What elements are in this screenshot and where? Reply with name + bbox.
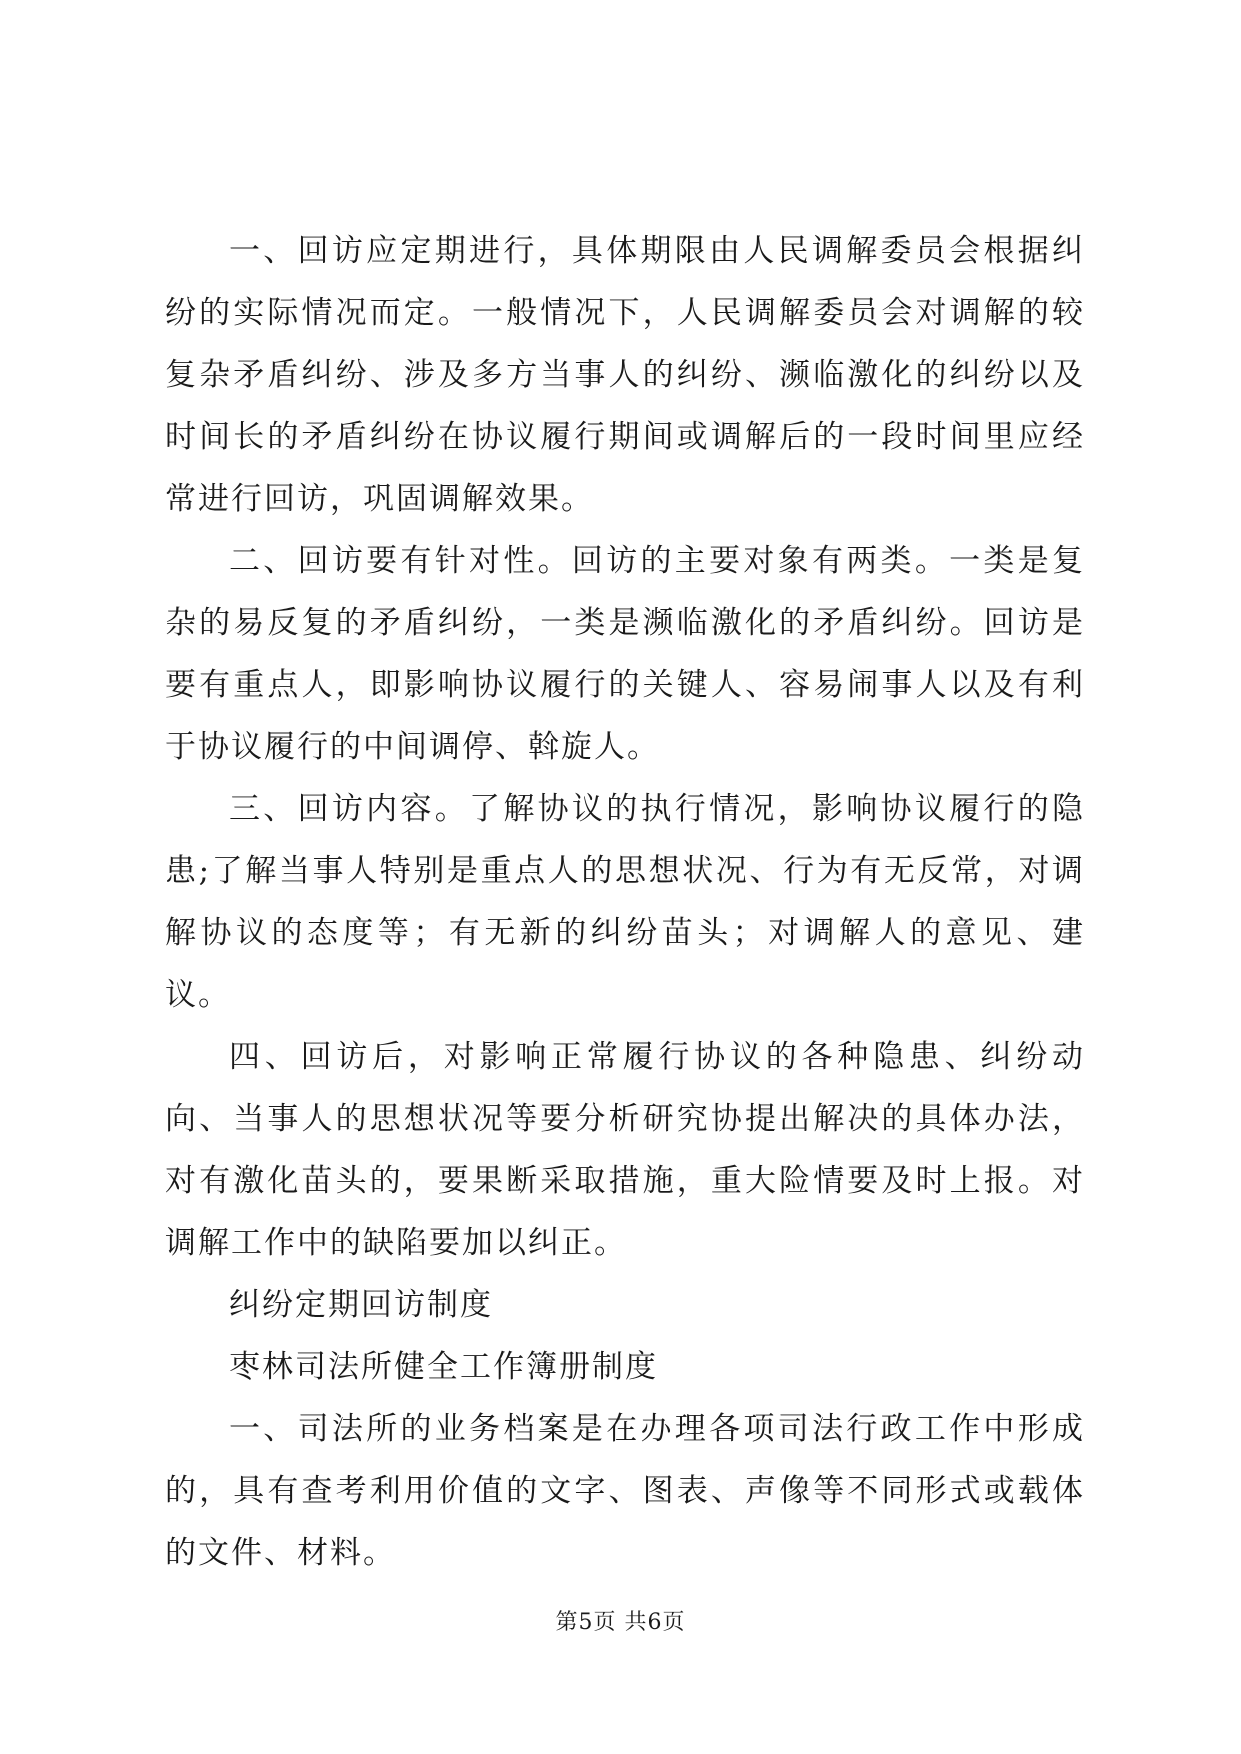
paragraph-5: 一、司法所的业务档案是在办理各项司法行政工作中形成的，具有查考利用价值的文字、图表、声像等不同形式或载体的文件、材料。 [165,1411,1085,1571]
section-heading-2: 枣林司法所健全工作簿册制度 [229,1349,658,1385]
paragraph-2: 二、回访要有针对性。回访的主要对象有两类。一类是复杂的易反复的矛盾纠纷，一类是濒临激化的矛盾纠纷。回访是要有重点人，即影响协议履行的关键人、容易闹事人以及有利于协议履行的中间调停、斡旋人。 [165,543,1085,765]
page-footer: 第5页 共6页 [555,1610,686,1635]
paragraph-1: 一、回访应定期进行，具体期限由人民调解委员会根据纠纷的实际情况而定。一般情况下，人民调解委员会对调解的较复杂矛盾纠纷、涉及多方当事人的纠纷、濒临激化的纠纷以及时间长的矛盾纠纷在协议履行期间或调解后的一段时间里应经常进行回访，巩固调解效果。 [165,233,1085,517]
paragraph-4: 四、回访后，对影响正常履行协议的各种隐患、纠纷动向、当事人的思想状况等要分析研究协提出解决的具体办法，对有激化苗头的，要果断采取措施，重大险情要及时上报。对调解工作中的缺陷要加以纠正。 [165,1039,1085,1261]
document-body [165,220,1085,1584]
section-heading-1: 纠纷定期回访制度 [229,1287,493,1323]
paragraph-3: 三、回访内容。了解协议的执行情况，影响协议履行的隐患;了解当事人特别是重点人的思想状况、行为有无反常，对调解协议的态度等；有无新的纠纷苗头；对调解人的意见、建议。 [165,791,1085,1013]
